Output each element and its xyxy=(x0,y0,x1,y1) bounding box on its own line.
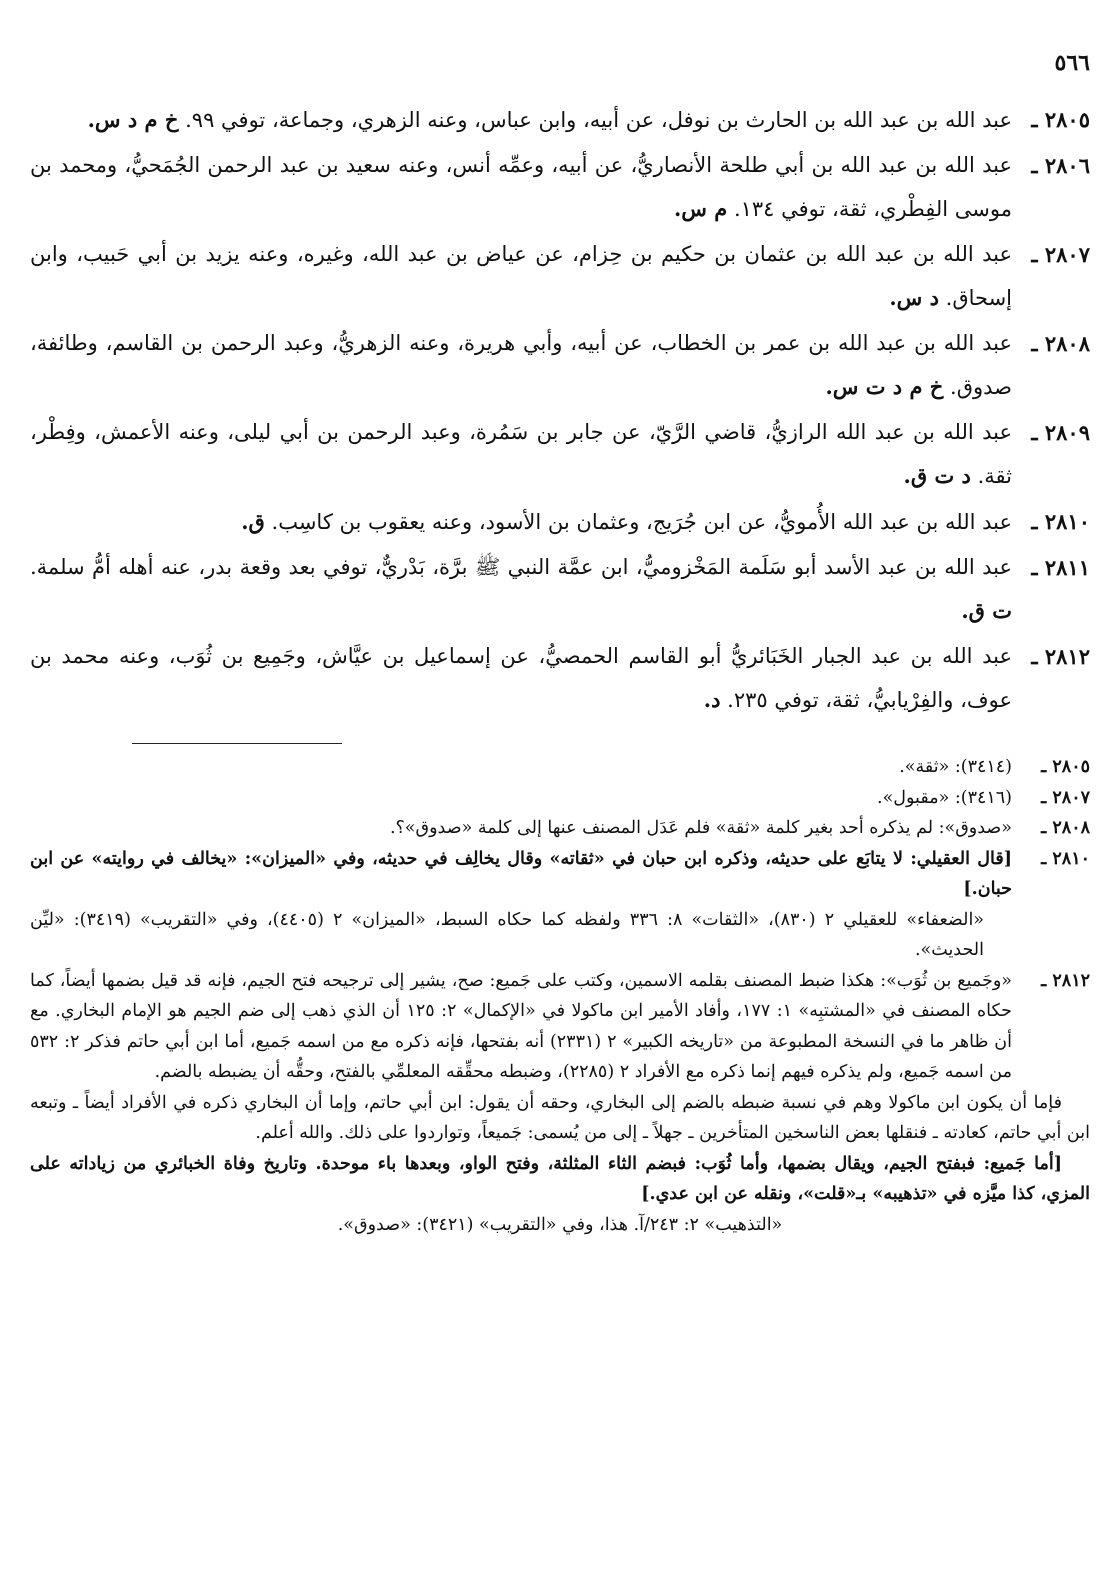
note-number: ٢٨٠٨ ـ xyxy=(1041,818,1090,838)
note-number: ٢٨٠٥ ـ xyxy=(1041,757,1090,777)
entry-2807 xyxy=(30,233,1090,320)
entry-text: عبد الله بن عبد الأسد أبو سَلَمة المَخْزوميُّ، ابن عمَّة النبي ﷺ برَّة، بَدْريٌّ، توفي بعد وقعة بدر، عنه أهله أمُّ سلمة. xyxy=(30,555,1012,579)
entry-symbols: د ت ق. xyxy=(903,463,971,488)
note-2808 xyxy=(30,813,1090,844)
entry-number: ٢٨٠٧ ـ xyxy=(1031,242,1090,267)
entry-text: عبد الله بن عبد الله بن عمر بن الخطاب، عن أبيه، وأبي هريرة، وعنه الزهريُّ، وعبد الرحمن بن القاسم، وطائفة، صدوق. xyxy=(30,331,1012,399)
entry-symbols: خ م د ت س. xyxy=(825,374,944,399)
entries-list xyxy=(30,98,1090,724)
entry-text: عبد الله بن عبد الله بن أبي طلحة الأنصاريُّ، عن أبيه، وعمِّه أنس، وعنه سعيد بن عبد الرحمن الجُمَحيُّ، ومحمد بن موسى الفِطْري، ثقة، توفي ١٣٤. xyxy=(30,153,1012,221)
note-2812 xyxy=(30,966,1090,1088)
entry-2805 xyxy=(30,98,1090,142)
document-page xyxy=(30,40,1090,1560)
entry-text: عبد الله بن عبد الجبار الخَبَائريُّ أبو القاسم الحمصيُّ، عن إسماعيل بن عيَّاش، وجَمِيع بن ثُوَب، وعنه محمد بن عوف، والفِرْيابيُّ، ثقة، توفي ٢٣٥. xyxy=(30,644,1012,712)
entry-number: ٢٨٠٩ ـ xyxy=(1031,420,1090,445)
entry-2810 xyxy=(30,500,1090,544)
entry-2812 xyxy=(30,635,1090,722)
note-source-line: «التذهيب» ٢: ٢٤٣/آ. هذا، وفي «التقريب» (٣٤٢١): «صدوق». xyxy=(337,1214,783,1235)
entry-symbols: د س. xyxy=(889,285,939,310)
entry-symbols: ت ق. xyxy=(961,598,1012,623)
note-2810 xyxy=(30,844,1090,966)
entry-2808 xyxy=(30,322,1090,409)
note-number: ٢٨٠٧ ـ xyxy=(1041,787,1090,808)
entry-number: ٢٨٠٨ ـ xyxy=(1031,331,1090,356)
entry-symbols: م س. xyxy=(673,196,728,221)
note-text: «وجَميع بن ثُوَب»: هكذا ضبط المصنف بقلمه الاسمين، وكتب على جَميع: صح، يشير إلى ترجيحه فتح الجيم، فإنه قد قيل بضمها أيضاً، كما حكاه المصنف في «المشتبِه» ١: ١٧٧، وأفاد الأمير ابن ماكولا في «الإكمال» ٢: ١٢٥ أن الذي ذهب إلى ضم الجيم هو الإمام البخاري. مع أن ظاهر ما في النسخة المطبوعة من «تاريخه الكبير» ٢ (٢٣٣١) أنه بفتحها، فإنه ذكره مع من اسمه جَميع، أما ابن أبي حاتم فذكر ٢: ٥٣٢ من اسمه جَميع، ولم يذكره فيهم إنما ذكره مع الأفراد ٢ (٢٢٨٥)، وضبطه محقِّقه المعلمِّي بالفتح، وحقُّه أن يضبطه بالضم. xyxy=(30,970,1013,1082)
note-bracket-paragraph: [أما جَميع: فبفتح الجيم، ويقال بضمها، وأما ثُوَب: فبضم الثاء المثلثة، وفتح الواو، وبعدها باء موحدة. وتاريخ وفاة الخبائري من زياداته على المزي، كذا ميَّزه في «تذهيبه» بـ«قلت»، ونقله عن ابن عدي.] xyxy=(30,1153,1090,1204)
entry-number: ٢٨١١ ـ xyxy=(1031,555,1090,580)
footnote-divider xyxy=(132,743,342,744)
entry-symbols: خ م د س. xyxy=(87,107,179,132)
entry-number: ٢٨١٠ ـ xyxy=(1031,509,1090,534)
note-continuation-paragraph: فإما أن يكون ابن ماكولا وهم في نسبة ضبطه بالضم إلى البخاري، وحقه أن يقول: ابن أبي حاتم، وإما أن البخاري ذكره في الأفراد أيضاً ـ وتبعه ابن أبي حاتم، كعادته ـ فنقلها بعض الناسخين المتأخرين ـ جهلاً ـ إلى من يُسمى: جَميعاً، وتواردوا على ذلك. والله أعلم. xyxy=(30,1092,1090,1143)
note-number: ٢٨١٠ ـ xyxy=(1041,848,1090,869)
note-2807 xyxy=(30,783,1090,814)
entry-symbols: ق. xyxy=(241,509,265,534)
entry-text: عبد الله بن عبد الله بن الحارث بن نوفل، عن أبيه، وابن عباس، وعنه الزهري، وجماعة، توفي ٩٩. xyxy=(185,108,1012,132)
entry-2811 xyxy=(30,546,1090,633)
entry-text: عبد الله بن عبد الله الرازيُّ، قاضي الرَّيّ، عن جابر بن سَمُرة، وعبد الرحمن بن أبي ليلى، وعنه الأعمش، وفِطْر، ثقة. xyxy=(30,420,1012,488)
note-number: ٢٨١٢ ـ xyxy=(1041,970,1090,991)
entry-2809 xyxy=(30,411,1090,498)
note-bracket-text: [قال العقيلي: لا يتابَع على حديثه، وذكره ابن حبان في «ثقاته» وقال يخالِف في حديثه، وفي «الميزان»: «يخالف في روايته» عن ابن حبان.] xyxy=(30,848,1012,899)
note-text: (٣٤١٤): «ثقة». xyxy=(899,757,1012,777)
note-text: (٣٤١٦): «مقبول». xyxy=(877,787,1012,808)
entry-text: عبد الله بن عبد الله الأُمويُّ، عن ابن جُرَيج، وعثمان بن الأسود، وعنه يعقوب بن كاسِب. xyxy=(271,510,1012,534)
page-number: ٥٦٦ xyxy=(1054,50,1090,76)
entry-number: ٢٨٠٦ ـ xyxy=(1031,153,1090,178)
note-source: «الضعفاء» للعقيلي ٢ (٨٣٠)، «الثقات» ٨: ٣٣٦ ولفظه كما حكاه السبط، «الميزان» ٢ (٤٤٠٥)، وفي «التقريب» (٣٤١٩): «ليِّن الحديث». xyxy=(30,909,985,960)
entry-text: عبد الله بن عبد الله بن عثمان بن حكيم بن حِزام، عن عياض بن عبد الله، وغيره، وعنه يزيد بن أبي حَبيب، وابن إسحاق. xyxy=(30,242,1012,310)
entry-number: ٢٨٠٥ ـ xyxy=(1031,107,1090,132)
note-2805 xyxy=(30,752,1090,783)
entry-number: ٢٨١٢ ـ xyxy=(1031,644,1090,669)
entry-symbols: د. xyxy=(703,687,721,712)
entry-2806 xyxy=(30,144,1090,231)
note-text: «صدوق»: لم يذكره أحد بغير كلمة «ثقة» فلم عَدَل المصنف عنها إلى كلمة «صدوق»؟. xyxy=(389,818,1012,838)
footnotes xyxy=(30,752,1090,1240)
